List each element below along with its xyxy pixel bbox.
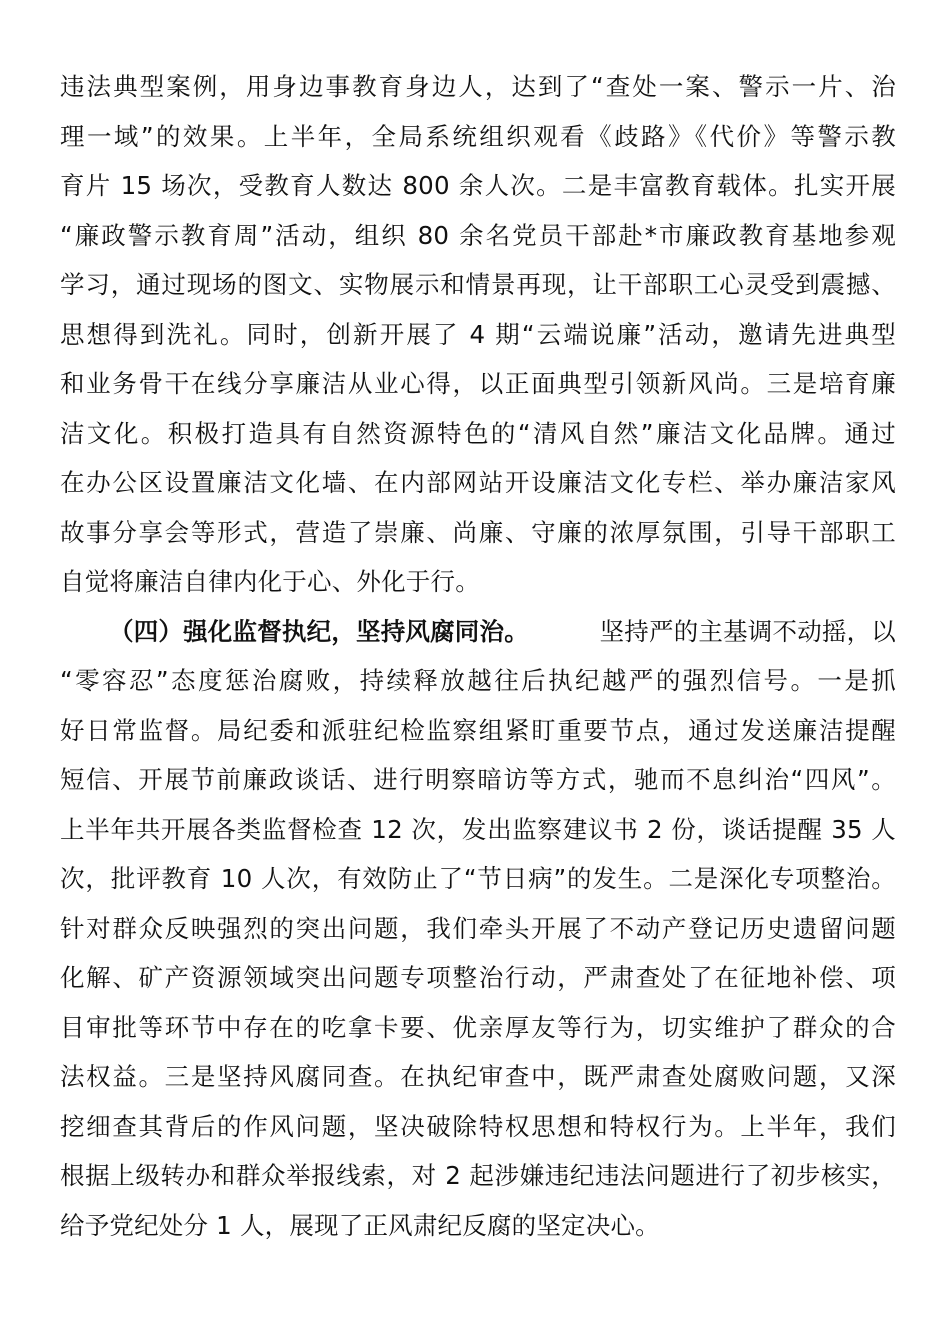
text-line: 育片 15 场次，受教育人数达 800 余人次。二是丰富教育载体。扎实开展 (60, 171, 896, 200)
section-heading: （四）强化监督执纪，坚持风腐同治。 (109, 616, 529, 646)
text-line: 违法典型案例，用身边事教育身边人，达到了“查处一案、警示一片、治 (60, 72, 896, 101)
text-line: 理一域”的效果。上半年，全局系统组织观看《歧路》《代价》等警示教 (60, 121, 896, 151)
text-line: 次，批评教育 10 人次，有效防止了“节日病”的发生。二是深化专项整治。 (60, 864, 896, 893)
text-line: 上半年共开展各类监督检查 12 次，发出监察建议书 2 份，谈话提醒 35 人 (60, 814, 896, 844)
text-line: 根据上级转办和群众举报线索，对 2 起涉嫌违纪违法问题进行了初步核实， (60, 1161, 896, 1190)
text-line: 目审批等环节中存在的吃拿卡要、优亲厚友等行为，切实维护了群众的合 (60, 1012, 896, 1042)
text-line: 自觉将廉洁自律内化于心、外化于行。 (60, 567, 480, 596)
text-line: 挖细查其背后的作风问题，坚决破除特权思想和特权行为。上半年，我们 (60, 1111, 896, 1141)
text-line: 故事分享会等形式，营造了崇廉、尚廉、守廉的浓厚氛围，引导干部职工 (60, 517, 896, 547)
text-line: 好日常监督。局纪委和派驻纪检监察组紧盯重要节点，通过发送廉洁提醒 (60, 715, 896, 745)
text-line: 给予党纪处分 1 人，展现了正风肃纪反腐的坚定决心。 (60, 1210, 660, 1240)
text-line: 针对群众反映强烈的突出问题，我们牵头开展了不动产登记历史遗留问题 (60, 913, 896, 943)
text-line: 化解、矿产资源领域突出问题专项整治行动，严肃查处了在征地补偿、项 (60, 963, 896, 992)
text-line: 和业务骨干在线分享廉洁从业心得，以正面典型引领新风尚。三是培育廉 (60, 369, 896, 398)
text-line: “零容忍”态度惩治腐败，持续释放越往后执纪越严的强烈信号。一是抓 (60, 666, 896, 695)
paragraph-first-line (109, 612, 896, 652)
text-span: 坚持严的主基调不动摇，以 (599, 616, 896, 646)
text-line: 洁文化。积极打造具有自然资源特色的“清风自然”廉洁文化品牌。通过 (60, 418, 896, 448)
text-line: “廉政警示教育周”活动，组织 80 余名党员干部赴*市廉政教育基地参观 (60, 220, 896, 250)
text-line: 学习，通过现场的图文、实物展示和情景再现，让干部职工心灵受到震撼、 (60, 270, 896, 299)
text-line: 思想得到洗礼。同时，创新开展了 4 期“云端说廉”活动，邀请先进典型 (60, 319, 896, 349)
text-line: 法权益。三是坚持风腐同查。在执纪审查中，既严肃查处腐败问题，又深 (60, 1062, 896, 1091)
text-line: 在办公区设置廉洁文化墙、在内部网站开设廉洁文化专栏、举办廉洁家风 (60, 468, 896, 497)
text-line: 短信、开展节前廉政谈话、进行明察暗访等方式，驰而不息纠治“四风”。 (60, 765, 896, 794)
